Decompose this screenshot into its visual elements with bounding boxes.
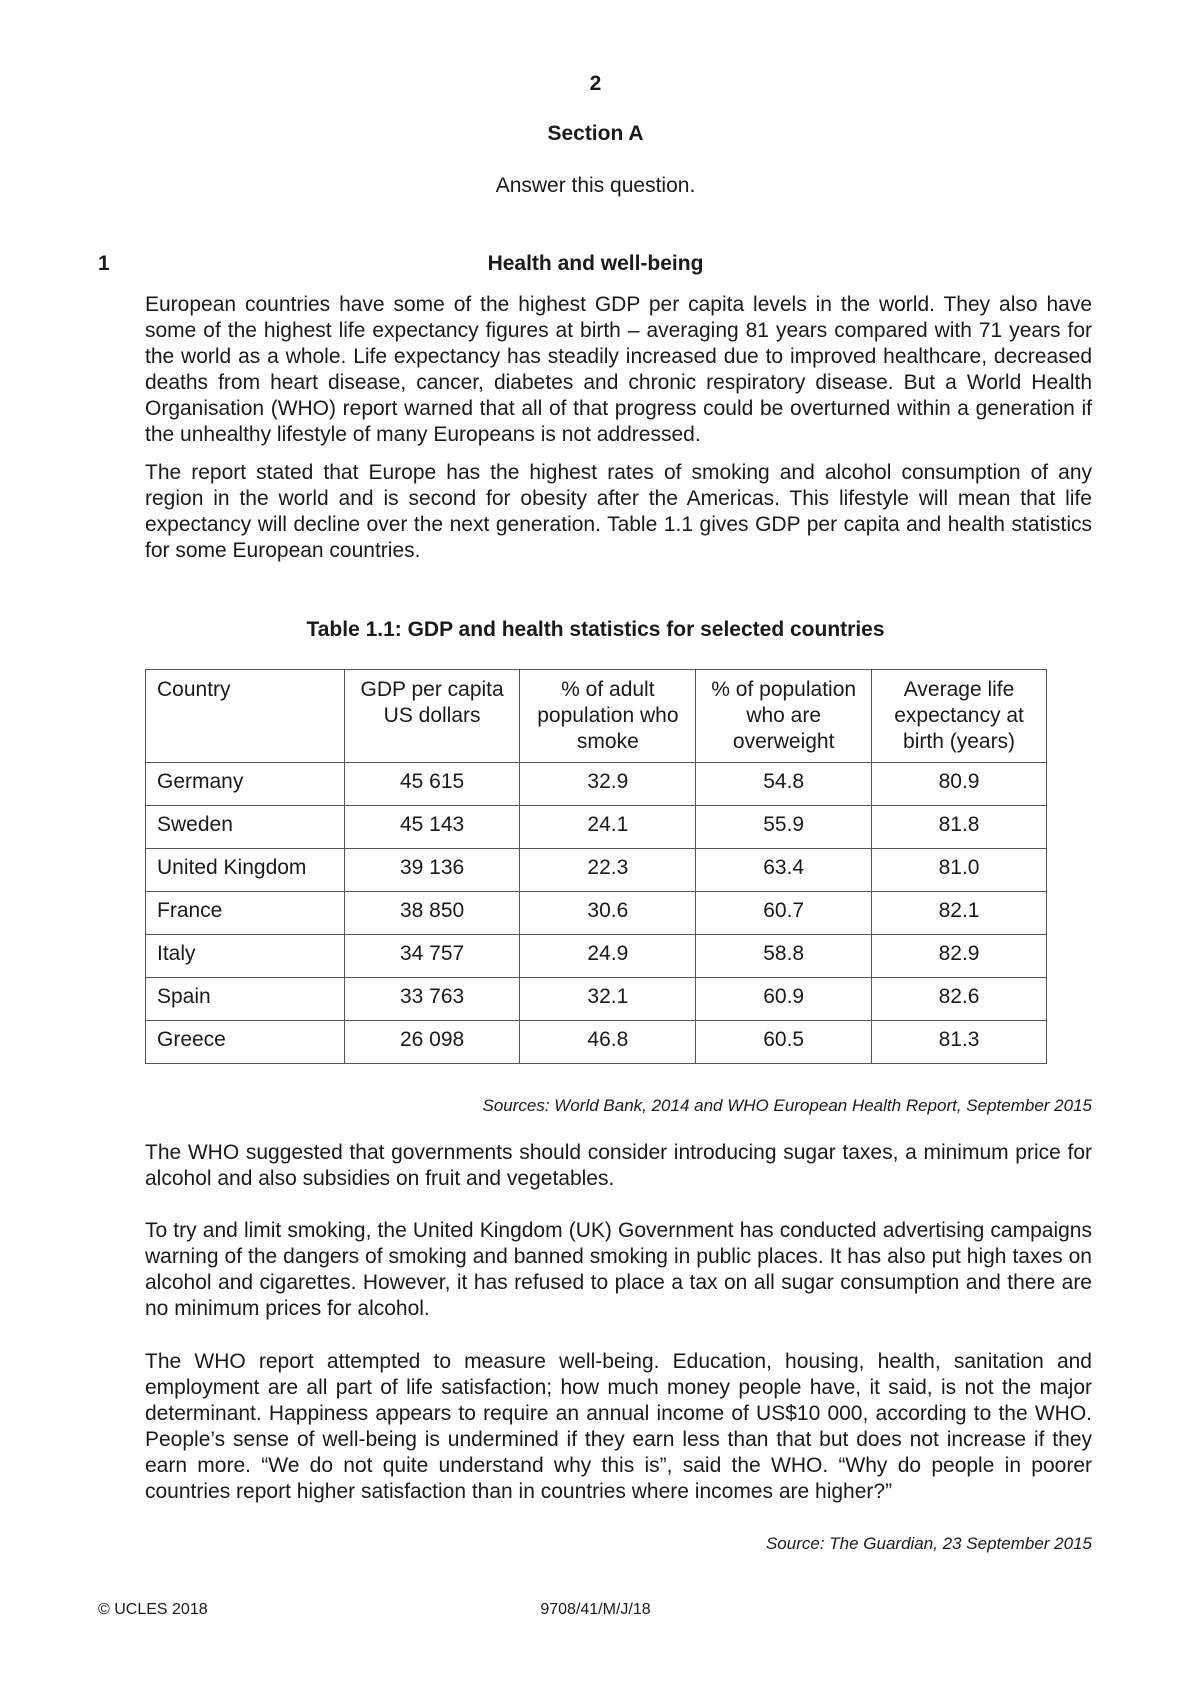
- cell-gdp: 34 757: [344, 935, 520, 978]
- table-row: [146, 763, 1047, 806]
- cell-smoke: 24.1: [520, 806, 696, 849]
- cell-overweight: 54.8: [696, 763, 872, 806]
- table-row: [146, 849, 1047, 892]
- table-title: Table 1.1: GDP and health statistics for selected countries: [306, 618, 885, 641]
- table-row: [146, 1021, 1047, 1064]
- table-row: [146, 892, 1047, 935]
- footer-copyright: © UCLES 2018: [98, 1601, 208, 1618]
- header-overweight: % of population who are overweight: [696, 670, 872, 763]
- cell-overweight: 60.5: [696, 1021, 872, 1064]
- table-header-row: [146, 670, 1047, 763]
- cell-smoke: 46.8: [520, 1021, 696, 1064]
- paragraph-intro: European countries have some of the highest GDP per capita levels in the world. They also have some of the highest life expectancy figures at birth – averaging 81 years compared with 71 years for the world as a whole. Life expectancy has steadily increased due to improved healthcare, decreased deaths from heart disease, cancer, diabetes and chronic respiratory disease. But a World Health Organisation (WHO) report warned that all of that progress could be overturned within a generation if the unhealthy lifestyle of many Europeans is not addressed.: [145, 293, 1092, 446]
- cell-country: Italy: [146, 935, 345, 978]
- cell-gdp: 39 136: [344, 849, 520, 892]
- cell-gdp: 38 850: [344, 892, 520, 935]
- cell-overweight: 55.9: [696, 806, 872, 849]
- cell-gdp: 26 098: [344, 1021, 520, 1064]
- cell-country: United Kingdom: [146, 849, 345, 892]
- cell-country: Spain: [146, 978, 345, 1021]
- table-source: Sources: World Bank, 2014 and WHO European Health Report, September 2015: [482, 1096, 1092, 1115]
- cell-smoke: 22.3: [520, 849, 696, 892]
- article-source: Source: The Guardian, 23 September 2015: [765, 1534, 1092, 1553]
- cell-life-expectancy: 82.6: [872, 978, 1047, 1021]
- paragraph-well-being: The WHO report attempted to measure well-being. Education, housing, health, sanitation and employment are all part of life satisfaction; how much money people have, it said, is not the major determinant. Happiness appears to require an annual income of US$10 000, according to the WHO. People’s sense of well-being is undermined if they earn less than that but does not increase if they earn more. “We do not quite understand why this is”, said the WHO. “Why do people in poorer countries report higher satisfaction than in countries where incomes are higher?”: [145, 1350, 1092, 1503]
- cell-smoke: 24.9: [520, 935, 696, 978]
- question-title: Health and well-being: [487, 252, 704, 275]
- cell-country: Germany: [146, 763, 345, 806]
- statistics-table: [145, 669, 1047, 1064]
- cell-overweight: 63.4: [696, 849, 872, 892]
- cell-life-expectancy: 81.8: [872, 806, 1047, 849]
- instruction-text: Answer this question.: [495, 174, 696, 197]
- page-number: 2: [589, 72, 602, 95]
- header-country: Country: [146, 670, 345, 763]
- footer-paper-code: 9708/41/M/J/18: [540, 1601, 651, 1618]
- cell-life-expectancy: 82.9: [872, 935, 1047, 978]
- cell-smoke: 32.9: [520, 763, 696, 806]
- question-number: 1: [98, 252, 110, 275]
- cell-overweight: 60.9: [696, 978, 872, 1021]
- cell-life-expectancy: 82.1: [872, 892, 1047, 935]
- cell-gdp: 45 143: [344, 806, 520, 849]
- cell-life-expectancy: 80.9: [872, 763, 1047, 806]
- table-row: [146, 978, 1047, 1021]
- cell-gdp: 45 615: [344, 763, 520, 806]
- cell-gdp: 33 763: [344, 978, 520, 1021]
- cell-smoke: 30.6: [520, 892, 696, 935]
- table-row: [146, 806, 1047, 849]
- cell-smoke: 32.1: [520, 978, 696, 1021]
- header-gdp: GDP per capita US dollars: [344, 670, 520, 763]
- cell-country: Sweden: [146, 806, 345, 849]
- cell-country: France: [146, 892, 345, 935]
- cell-life-expectancy: 81.0: [872, 849, 1047, 892]
- paragraph-report: The report stated that Europe has the highest rates of smoking and alcohol consumption of any region in the world and is second for obesity after the Americas. This lifestyle will mean that life expectancy will decline over the next generation. Table 1.1 gives GDP per capita and health statistics for some European countries.: [145, 461, 1092, 562]
- header-life-expectancy: Average life expectancy at birth (years): [872, 670, 1047, 763]
- cell-country: Greece: [146, 1021, 345, 1064]
- cell-overweight: 60.7: [696, 892, 872, 935]
- table-row: [146, 935, 1047, 978]
- header-smoke: % of adult population who smoke: [520, 670, 696, 763]
- cell-overweight: 58.8: [696, 935, 872, 978]
- paragraph-who-suggestion: The WHO suggested that governments should consider introducing sugar taxes, a minimum price for alcohol and also subsidies on fruit and vegetables.: [145, 1141, 1092, 1190]
- paragraph-uk-policy: To try and limit smoking, the United Kingdom (UK) Government has conducted advertising campaigns warning of the dangers of smoking and banned smoking in public places. It has also put high taxes on alcohol and cigarettes. However, it has refused to place a tax on all sugar consumption and there are no minimum prices for alcohol.: [145, 1219, 1092, 1320]
- section-title: Section A: [547, 122, 644, 145]
- cell-life-expectancy: 81.3: [872, 1021, 1047, 1064]
